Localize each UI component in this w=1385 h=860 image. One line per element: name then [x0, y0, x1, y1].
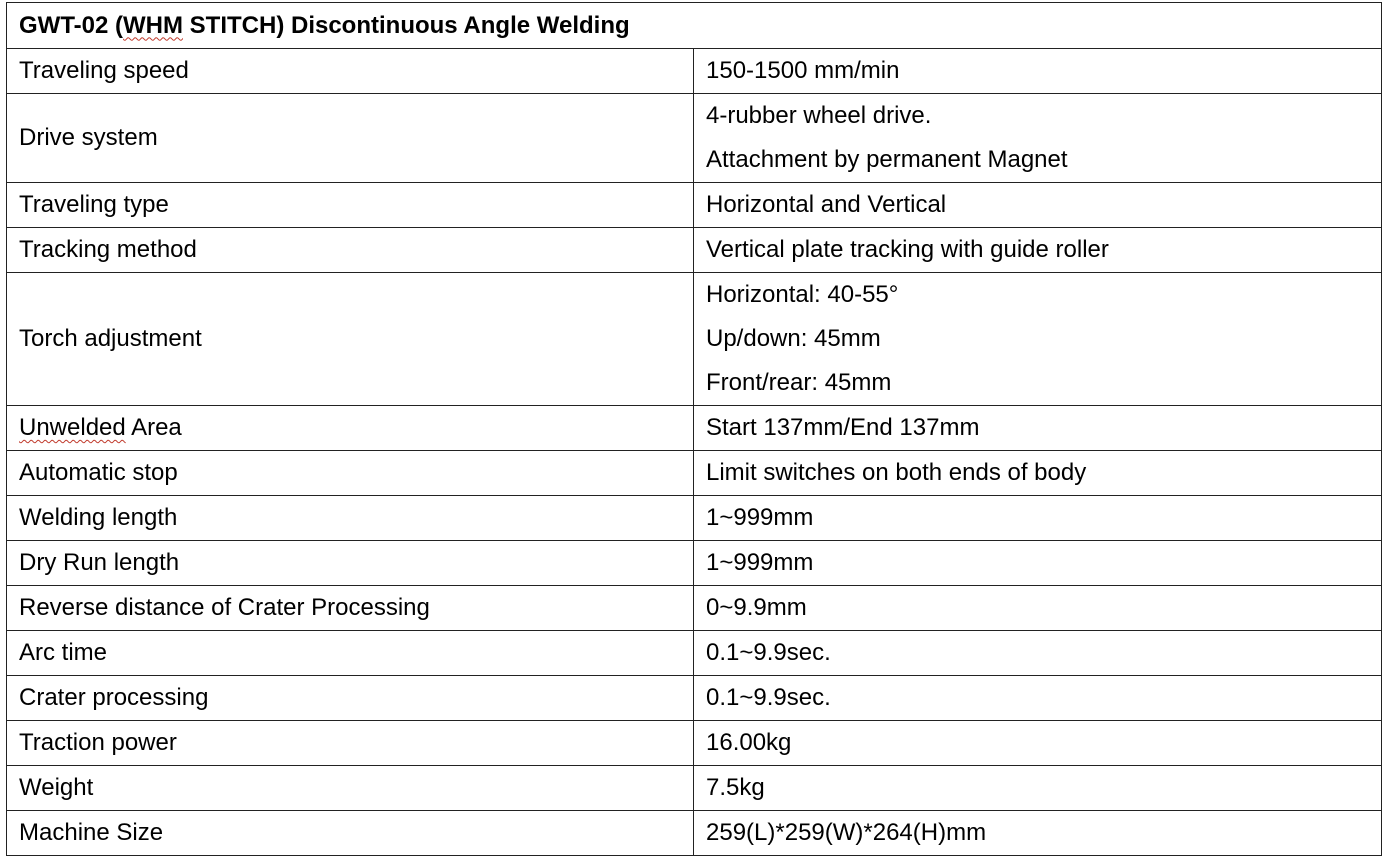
spec-value-line: Front/rear: 45mm: [706, 369, 892, 396]
spec-label: [7, 94, 694, 183]
spec-label: [7, 228, 694, 273]
spec-label-text: Welding length: [19, 504, 178, 531]
spec-row-torch-adjustment: [7, 273, 1382, 406]
spec-label: [7, 631, 694, 676]
spec-value: [694, 496, 1382, 541]
title-part: GWT-02 (: [19, 11, 124, 39]
spec-value-line: 7.5kg: [706, 774, 765, 801]
spec-row-dry-run-length: [7, 541, 1382, 586]
spec-value-line: 1~999mm: [706, 504, 814, 531]
spec-label-text: Machine Size: [19, 819, 164, 846]
spec-row-automatic-stop: [7, 451, 1382, 496]
spec-row-tracking-method: [7, 228, 1382, 273]
spec-row-machine-size: [7, 811, 1382, 856]
spec-label-text: Dry Run length: [19, 549, 180, 576]
spec-label: [7, 811, 694, 856]
spec-value: [694, 631, 1382, 676]
spec-table: [6, 2, 1382, 856]
spec-label: [7, 586, 694, 631]
spec-label-text: Area: [125, 414, 182, 441]
spec-label-text-spellcheck: Unwelded: [19, 414, 126, 441]
title-row: [7, 3, 1382, 49]
spec-label-text: Traveling type: [19, 191, 169, 218]
spec-value: [694, 406, 1382, 451]
spec-label-text: Traveling speed: [19, 57, 189, 84]
spec-value-line: Horizontal: 40-55°: [706, 281, 899, 308]
spec-value: [694, 49, 1382, 94]
spec-label: [7, 406, 694, 451]
spec-value: [694, 676, 1382, 721]
spec-label-text: Arc time: [19, 639, 108, 666]
spec-value-line: 4-rubber wheel drive.: [706, 102, 932, 129]
spec-value: [694, 721, 1382, 766]
spec-value: [694, 273, 1382, 406]
spec-value-line: 0.1~9.9sec.: [706, 684, 831, 711]
spec-row-reverse-distance: [7, 586, 1382, 631]
spec-label: [7, 676, 694, 721]
spec-value-line: Up/down: 45mm: [706, 325, 881, 352]
spec-label-text: Crater processing: [19, 684, 209, 711]
spec-label-text: Weight: [19, 774, 94, 801]
spec-value-line: Vertical plate tracking with guide roller: [706, 236, 1109, 263]
spec-label: [7, 496, 694, 541]
spec-label: [7, 766, 694, 811]
spec-value: [694, 541, 1382, 586]
spec-value: [694, 766, 1382, 811]
spec-row-arc-time: [7, 631, 1382, 676]
spec-label: [7, 273, 694, 406]
spec-value-line: 0~9.9mm: [706, 594, 807, 621]
spec-value: [694, 451, 1382, 496]
spec-value-line: 16.00kg: [706, 729, 792, 756]
title-part-spellcheck: WHM: [123, 11, 183, 39]
spec-value: [694, 183, 1382, 228]
spec-value-line: 259(L)*259(W)*264(H)mm: [706, 819, 987, 846]
spec-label-text: Automatic stop: [19, 459, 178, 486]
spec-value: [694, 586, 1382, 631]
spec-label: [7, 451, 694, 496]
spec-label: [7, 49, 694, 94]
spec-label: [7, 541, 694, 586]
title-part: STITCH) Discontinuous Angle Welding: [183, 11, 630, 39]
spec-value: [694, 228, 1382, 273]
spec-row-crater-processing: [7, 676, 1382, 721]
spec-row-traction-power: [7, 721, 1382, 766]
spec-label-text: Drive system: [19, 124, 158, 151]
spec-value-line: Start 137mm/End 137mm: [706, 414, 980, 441]
spec-value-line: 150-1500 mm/min: [706, 57, 900, 84]
spec-row-weight: [7, 766, 1382, 811]
spec-value-line: 0.1~9.9sec.: [706, 639, 831, 666]
spec-label: [7, 183, 694, 228]
spec-label-text: Reverse distance of Crater Processing: [19, 594, 430, 621]
spec-row-unwelded-area: [7, 406, 1382, 451]
spec-label-text: Traction power: [19, 729, 177, 756]
spec-row-drive-system: [7, 94, 1382, 183]
spec-value-line: 1~999mm: [706, 549, 814, 576]
spec-table-body: [7, 3, 1382, 856]
spec-value: [694, 94, 1382, 183]
spec-value-line: Limit switches on both ends of body: [706, 459, 1087, 486]
spec-value-line: Horizontal and Vertical: [706, 191, 947, 218]
spec-row-traveling-speed: [7, 49, 1382, 94]
spec-label-text: Tracking method: [19, 236, 197, 263]
spec-label-text: Torch adjustment: [19, 325, 202, 352]
spec-value-line: Attachment by permanent Magnet: [706, 146, 1068, 173]
table-title: [7, 3, 1382, 49]
spec-label: [7, 721, 694, 766]
spec-row-traveling-type: [7, 183, 1382, 228]
spec-value: [694, 811, 1382, 856]
spec-row-welding-length: [7, 496, 1382, 541]
